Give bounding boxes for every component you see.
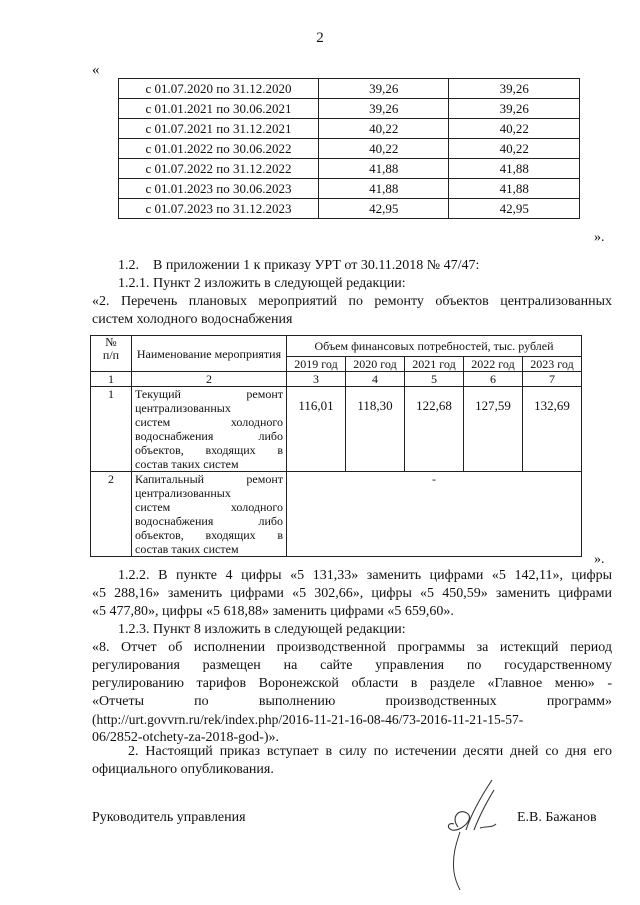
row-2-value: - — [287, 472, 582, 557]
paragraph-final-line-2: официального опубликования. — [92, 762, 274, 777]
tariff-value-1: 40,22 — [318, 139, 449, 159]
tariff-value-1: 41,88 — [318, 159, 449, 179]
tariff-row — [119, 159, 580, 179]
paragraph-8-line-5: (http://urt.govvrn.ru/rek/index.php/2016-11-21-16-08-46/73-2016-11-21-15-57- — [92, 712, 524, 727]
tariff-value-1: 42,95 — [318, 199, 449, 219]
tariff-period: с 01.07.2022 по 31.12.2022 — [119, 159, 319, 179]
close-quote-2: ». — [594, 552, 605, 567]
row-1-2021: 122,68 — [405, 387, 464, 472]
year-2022: 2022 год — [464, 357, 523, 372]
tariff-value-2: 39,26 — [449, 99, 580, 119]
signer-title: Руководитель управления — [92, 810, 246, 825]
open-quote: « — [92, 62, 100, 78]
paragraph-1-2: 1.2. В приложении 1 к приказу УРТ от 30.11.2018 № 47/47: — [118, 258, 480, 273]
tariff-row — [119, 99, 580, 119]
tariff-value-2: 41,88 — [449, 179, 580, 199]
paragraph-1-2-2-line-1: 1.2.2. В пункте 4 цифры «5 131,33» заменить цифрами «5 142,11», цифры — [118, 568, 612, 583]
paragraph-final-line-1: 2. Настоящий приказ вступает в силу по истечении десяти дней со дня его — [128, 744, 612, 759]
header-name: Наименование мероприятия — [132, 336, 287, 372]
tariff-row — [119, 119, 580, 139]
paragraph-1-2-2-line-2: «5 288,16» заменить цифрами «5 302,66», цифры «5 450,59» заменить цифрами — [92, 586, 612, 601]
col-num-6: 6 — [464, 372, 523, 387]
measures-table — [90, 335, 582, 557]
paragraph-8-line-1: «8. Отчет об исполнении производственной программы за истекщий период — [92, 640, 612, 655]
col-num-4: 4 — [346, 372, 405, 387]
year-2023: 2023 год — [523, 357, 582, 372]
row-1-2019: 116,01 — [287, 387, 346, 472]
signature-image — [430, 772, 510, 892]
paragraph-8-line-6: 06/2852-otchety-za-2018-god-)». — [92, 730, 279, 745]
paragraph-2-line-1: «2. Перечень плановых мероприятий по ремонту объектов централизованных — [92, 294, 612, 309]
row-1-number: 1 — [91, 387, 132, 472]
tariff-row — [119, 199, 580, 219]
col-num-2: 2 — [132, 372, 287, 387]
tariff-row — [119, 179, 580, 199]
tariff-value-1: 40,22 — [318, 119, 449, 139]
paragraph-1-2-2-line-3: «5 477,80», цифры «5 618,88» заменить цифрами «5 659,60». — [92, 604, 454, 619]
paragraph-8-line-2: регулирования размещен на сайте управления по государственному — [92, 658, 612, 673]
tariff-period: с 01.07.2020 по 31.12.2020 — [119, 79, 319, 99]
tariff-period: с 01.07.2023 по 31.12.2023 — [119, 199, 319, 219]
tariff-value-2: 40,22 — [449, 119, 580, 139]
col-num-7: 7 — [523, 372, 582, 387]
row-1-2022: 127,59 — [464, 387, 523, 472]
paragraph-2-line-2: систем холодного водоснабжения — [92, 312, 293, 327]
page-number: 2 — [316, 30, 324, 46]
tariff-value-2: 39,26 — [449, 79, 580, 99]
tariff-period: с 01.01.2021 по 30.06.2021 — [119, 99, 319, 119]
col-num-5: 5 — [405, 372, 464, 387]
paragraph-1-2-3: 1.2.3. Пункт 8 изложить в следующей редакции: — [118, 622, 406, 637]
signer-name: Е.В. Бажанов — [517, 810, 597, 825]
col-num-3: 3 — [287, 372, 346, 387]
tariff-row — [119, 139, 580, 159]
tariff-value-1: 39,26 — [318, 99, 449, 119]
tariff-period: с 01.01.2022 по 30.06.2022 — [119, 139, 319, 159]
tariff-value-1: 39,26 — [318, 79, 449, 99]
row-1-name: Текущий ремонт централизованных систем холодного водоснабжения либо объектов, входящих в состав таких систем — [132, 387, 287, 472]
year-2021: 2021 год — [405, 357, 464, 372]
row-2-number: 2 — [91, 472, 132, 557]
header-number: № п/п — [91, 336, 132, 372]
tariff-row — [119, 79, 580, 99]
tariff-period: с 01.01.2023 по 30.06.2023 — [119, 179, 319, 199]
tariff-period: с 01.07.2021 по 31.12.2021 — [119, 119, 319, 139]
tariff-value-2: 41,88 — [449, 159, 580, 179]
tariff-value-1: 41,88 — [318, 179, 449, 199]
col-num-1: 1 — [91, 372, 132, 387]
tariff-table — [118, 78, 580, 219]
close-quote-1: ». — [594, 230, 605, 245]
paragraph-8-line-4: «Отчеты по выполнению производственных программ» — [92, 694, 612, 709]
row-2-name: Капитальный ремонт централизованных систем холодного водоснабжения либо объектов, входящих в состав таких систем — [132, 472, 287, 557]
paragraph-8-line-3: регулированию тарифов Воронежской области в разделе «Главное меню» - — [92, 676, 612, 691]
paragraph-1-2-1: 1.2.1. Пункт 2 изложить в следующей редакции: — [118, 276, 406, 291]
year-2020: 2020 год — [346, 357, 405, 372]
header-volume: Объем финансовых потребностей, тыс. рублей — [287, 336, 582, 357]
row-1-2020: 118,30 — [346, 387, 405, 472]
tariff-value-2: 40,22 — [449, 139, 580, 159]
row-1-2023: 132,69 — [523, 387, 582, 472]
tariff-value-2: 42,95 — [449, 199, 580, 219]
year-2019: 2019 год — [287, 357, 346, 372]
